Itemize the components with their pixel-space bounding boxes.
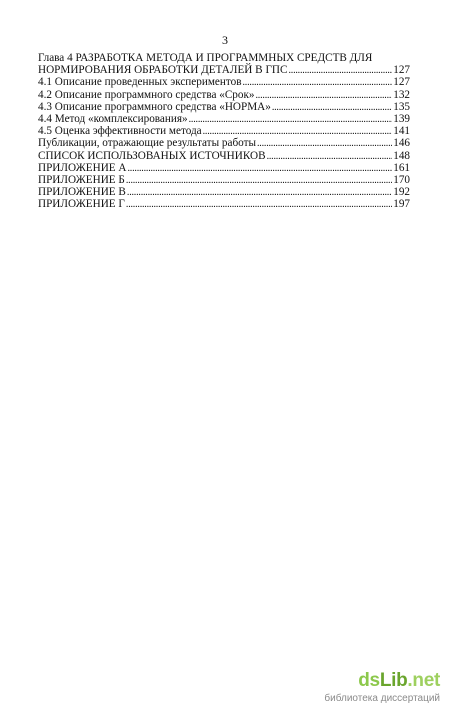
toc-dot-leader — [256, 90, 393, 102]
toc-entry-page: 127 — [393, 76, 410, 89]
toc-entry-label: 4.3 Описание программного средства «НОРМА» — [38, 100, 271, 113]
toc-entry-page: 148 — [393, 149, 410, 162]
toc-entry — [38, 113, 410, 125]
toc-entry-label: СПИСОК ИСПОЛЬЗОВАНЫХ ИСТОЧНИКОВ — [38, 149, 266, 162]
toc-entry — [38, 174, 410, 186]
toc-entry — [38, 64, 410, 76]
logo-lib: Lib — [379, 670, 408, 691]
toc-entry-label: Публикации, отражающие результаты работы — [38, 137, 256, 150]
toc-entry-label: 4.1 Описание проведенных экспериментов — [38, 76, 242, 89]
toc-entry-label: ПРИЛОЖЕНИЕ А — [38, 161, 127, 174]
dslib-logo — [358, 670, 440, 692]
toc-entry-page: 170 — [393, 173, 410, 186]
toc-entry-page: 192 — [393, 186, 410, 199]
toc-entry — [38, 137, 410, 149]
toc-dot-leader — [288, 65, 392, 77]
toc-entry-page: 141 — [393, 125, 410, 138]
dslib-watermark — [324, 670, 440, 704]
toc-entry-page: 135 — [393, 100, 410, 113]
toc-entry — [38, 89, 410, 101]
toc-dot-leader — [127, 187, 392, 199]
toc-entry-label: НОРМИРОВАНИЯ ОБРАБОТКИ ДЕТАЛЕЙ В ГПС — [38, 64, 288, 77]
logo-ds: ds — [358, 670, 380, 691]
toc-entry-label: 4.5 Оценка эффективности метода — [38, 125, 202, 138]
toc-dot-leader — [257, 138, 392, 150]
toc-entry-label: ПРИЛОЖЕНИЕ Б — [38, 173, 125, 186]
toc-entry-page: 197 — [393, 198, 410, 211]
toc-entry-label: ПРИЛОЖЕНИЕ Г — [38, 198, 125, 211]
toc-entry-label: ПРИЛОЖЕНИЕ В — [38, 186, 126, 199]
toc-dot-leader — [189, 114, 393, 126]
toc-dot-leader — [126, 175, 392, 187]
toc-entry — [38, 125, 410, 137]
toc-dot-leader — [243, 77, 393, 89]
watermark-subtitle: библиотека диссертаций — [324, 693, 440, 704]
toc-dot-leader — [126, 199, 392, 211]
toc-entry-label: 4.2 Описание программного средства «Срок» — [38, 88, 255, 101]
toc-dot-leader — [128, 163, 393, 175]
toc-entry — [38, 76, 410, 88]
toc-entry-page: 146 — [393, 137, 410, 150]
toc-entry — [38, 186, 410, 198]
toc-entry — [38, 198, 410, 210]
table-of-contents — [38, 52, 410, 210]
toc-entry-page: 127 — [393, 64, 410, 77]
toc-dot-leader — [267, 151, 393, 163]
toc-entry — [38, 162, 410, 174]
toc-entry-page: 139 — [393, 112, 410, 125]
toc-entry — [38, 101, 410, 113]
logo-net: .net — [407, 670, 440, 691]
toc-entry-page: 132 — [393, 88, 410, 101]
toc-entry — [38, 150, 410, 162]
toc-dot-leader — [272, 102, 392, 114]
toc-entry-label: 4.4 Метод «комплексирования» — [38, 112, 188, 125]
toc-entry-page: 161 — [393, 161, 410, 174]
page-number: 3 — [222, 33, 228, 47]
toc-chapter-heading: Глава 4 РАЗРАБОТКА МЕТОДА И ПРОГРАММНЫХ СРЕДСТВ ДЛЯ — [38, 52, 373, 64]
